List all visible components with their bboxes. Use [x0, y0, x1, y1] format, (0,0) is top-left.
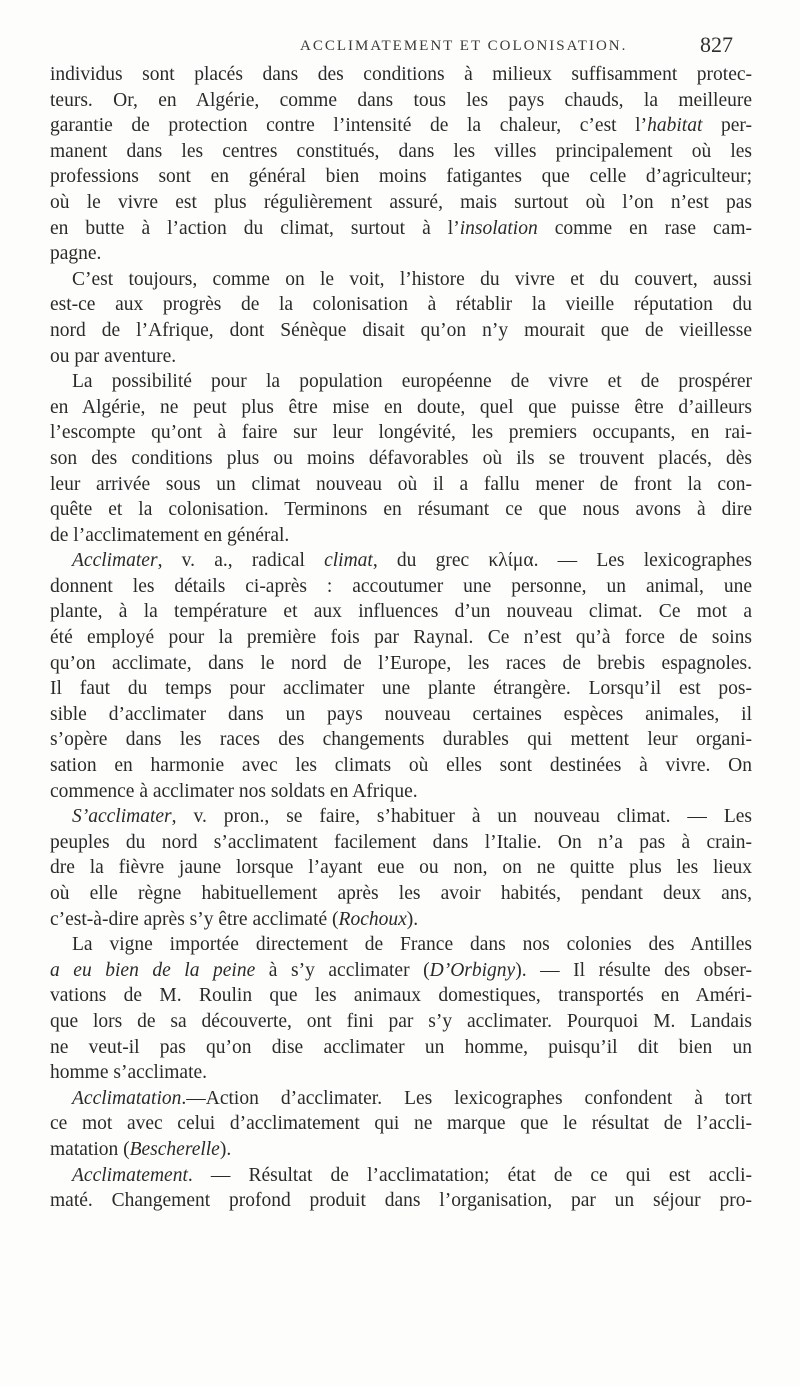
text-line [50, 62, 752, 88]
running-head [0, 32, 800, 64]
text-line [50, 830, 752, 856]
text-line [50, 241, 752, 267]
text-run: La vigne importée directement de France dans nos colonies des Antilles [72, 934, 752, 956]
text-run: où le vivre est plus régulièrement assuré, mais surtout où l’on n’est pas [50, 191, 752, 213]
text-line [50, 548, 752, 574]
text-line [50, 1086, 752, 1112]
text-line [50, 753, 752, 779]
italic-run: Acclimater [72, 550, 158, 572]
text-line [50, 907, 752, 933]
text-run: homme s’acclimate. [50, 1062, 208, 1084]
text-line [50, 804, 752, 830]
italic-run: Acclimatation [72, 1087, 182, 1109]
italic-run: insolation [459, 217, 538, 239]
text-line [50, 395, 752, 421]
text-line [50, 113, 752, 139]
text-line [50, 139, 752, 165]
italic-run: D’Orbigny [429, 959, 516, 981]
text-run: . — Résultat de l’acclimatation; état de ce qui est accli- [187, 1164, 752, 1186]
text-line [50, 1060, 752, 1086]
text-line [50, 1009, 752, 1035]
text-run: son des conditions plus ou moins défavorables où ils se trouvent placés, dès [50, 447, 752, 469]
text-line [50, 1035, 752, 1061]
text-line [50, 855, 752, 881]
text-line [50, 369, 752, 395]
text-line [50, 420, 752, 446]
text-line [50, 1163, 752, 1189]
text-run: nord de l’Afrique, dont Sénèque disait qu’on n’y mourait que de vieillesse [50, 319, 752, 341]
italic-run: Acclimatement [72, 1164, 188, 1186]
text-line [50, 164, 752, 190]
text-line [50, 727, 752, 753]
text-line [50, 446, 752, 472]
text-run: en Algérie, ne peut plus être mise en doute, quel que puisse être d’ailleurs [50, 396, 752, 418]
text-line [50, 1188, 752, 1214]
text-line [50, 292, 752, 318]
text-run: C’est toujours, comme on le voit, l’histore du vivre et du couvert, aussi [72, 268, 752, 290]
text-run: donnent les détails ci-après : accoutumer une personne, un animal, une [50, 575, 752, 597]
text-run: , v. pron., se faire, s’habituer à un nouveau climat. — Les [171, 806, 752, 828]
text-run: en butte à l’action du climat, surtout à l’ [50, 217, 460, 239]
text-line [50, 651, 752, 677]
text-line [50, 932, 752, 958]
text-run: ). — Il résulte des obser- [515, 959, 752, 981]
text-run: qu’on acclimate, dans le nord de l’Europe, les races de brebis espagnoles. [50, 652, 752, 674]
text-line [50, 472, 752, 498]
text-line [50, 702, 752, 728]
text-run: plante, à la température et aux influences d’un nouveau climat. Ce mot a [50, 601, 752, 623]
text-run: , du grec κλίμα. — Les lexicographes [372, 550, 752, 572]
text-run: pagne. [50, 243, 102, 265]
text-run: l’escompte qu’ont à faire sur leur longévité, les premiers occupants, en rai- [50, 422, 752, 444]
text-run: ). [219, 1138, 232, 1160]
text-run: individus sont placés dans des conditions à milieux suffisamment protec- [50, 64, 752, 85]
text-line [50, 958, 752, 984]
text-run: ce mot avec celui d’acclimatement qui ne marque que le résultat de l’accli- [50, 1113, 752, 1135]
text-line [50, 318, 752, 344]
text-run: La possibilité pour la population européenne de vivre et de prospérer [72, 371, 752, 393]
text-run: .—Action d’acclimater. Les lexicographes confondent à tort [181, 1087, 752, 1109]
text-run: manent dans les centres constitués, dans les villes principalement où les [50, 140, 752, 162]
text-run: garantie de protection contre l’intensité de la chaleur, c’est l’ [50, 115, 648, 137]
text-run: que lors de sa découverte, ont fini par s’y acclimater. Pourquoi M. Landais [50, 1010, 752, 1032]
text-line [50, 625, 752, 651]
text-run: comme en rase cam- [537, 217, 752, 239]
text-line [50, 574, 752, 600]
text-run: est-ce aux progrès de la colonisation à rétablir la vieille réputation du [50, 294, 752, 316]
running-title: ACCLIMATEMENT ET COLONISATION. [300, 38, 628, 54]
text-line [50, 344, 752, 370]
text-line [50, 1111, 752, 1137]
text-run: c’est-à-dire après s’y être acclimaté ( [50, 908, 339, 930]
text-run: per- [702, 115, 752, 137]
text-line [50, 523, 752, 549]
text-run: à s’y acclimater ( [255, 959, 430, 981]
text-line [50, 216, 752, 242]
text-run: ne veut-il pas qu’on dise acclimater un homme, puisqu’il dit bien un [50, 1036, 752, 1058]
italic-run: habitat [647, 115, 703, 137]
italic-run: a eu bien de la peine [50, 959, 256, 981]
text-run: leur arrivée sous un climat nouveau où il a fallu mener de front la con- [50, 473, 752, 495]
text-line [50, 983, 752, 1009]
text-line [50, 267, 752, 293]
text-run: commence à acclimater nos soldats en Afrique. [50, 780, 418, 802]
text-run: Il faut du temps pour acclimater une plante étrangère. Lorsqu’il est pos- [50, 678, 752, 700]
text-run: s’opère dans les races des changements durables qui mettent leur organi- [50, 729, 752, 751]
text-line [50, 497, 752, 523]
text-run: été employé pour la première fois par Raynal. Ce n’est qu’à force de soins [50, 627, 752, 649]
text-run: où elle règne habituellement après les avoir habités, pendant deux ans, [50, 883, 752, 904]
text-run: matation ( [50, 1138, 130, 1160]
text-run: professions sont en général bien moins fatigantes que celle d’agriculteur; [50, 166, 752, 188]
text-line [50, 599, 752, 625]
page-number: 827 [700, 32, 733, 57]
text-run: teurs. Or, en Algérie, comme dans tous les pays chauds, la meilleure [50, 89, 752, 111]
text-run: quête et la colonisation. Terminons en résumant ce que nous avons à dire [50, 499, 752, 521]
text-run: sation en harmonie avec les climats où elles sont destinées à vivre. On [50, 755, 752, 777]
text-run: ). [406, 908, 419, 930]
text-line [50, 1137, 752, 1163]
italic-run: Rochoux [338, 908, 407, 930]
text-run: , v. a., radical [157, 550, 325, 572]
text-run: peuples du nord s’acclimatent facilement dans l’Italie. On n’a pas à crain- [50, 831, 752, 853]
text-line [50, 88, 752, 114]
italic-run: Bescherelle [129, 1138, 220, 1160]
text-run: de l’acclimatement en général. [50, 524, 290, 546]
text-line [50, 190, 752, 216]
body-text [50, 62, 752, 1214]
text-line [50, 779, 752, 805]
text-run: dre la fièvre jaune lorsque l’ayant eue ou non, on ne quitte plus les lieux [50, 857, 752, 879]
text-run: maté. Changement profond produit dans l’organisation, par un séjour pro- [50, 1190, 752, 1212]
text-run: sible d’acclimater dans un pays nouveau certaines espèces animales, il [50, 703, 752, 725]
text-line [50, 676, 752, 702]
text-run: vations de M. Roulin que les animaux domestiques, transportés en Améri- [50, 985, 752, 1007]
text-line [50, 881, 752, 907]
italic-run: climat [324, 550, 373, 572]
text-run: ou par aventure. [50, 345, 177, 367]
italic-run: S’acclimater [72, 806, 172, 828]
